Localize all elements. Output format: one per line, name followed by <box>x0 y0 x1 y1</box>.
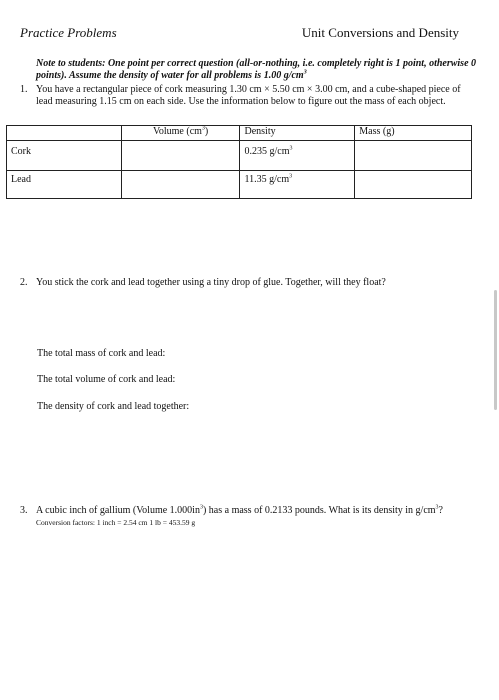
q3-sup-b: 3 <box>435 504 439 511</box>
header-volume-sup: 3 <box>201 125 205 132</box>
question-2 <box>20 277 470 291</box>
table-row <box>7 171 472 199</box>
question-3-number: 3. <box>20 505 28 516</box>
table-header-row <box>7 126 472 141</box>
note-text: Note to students: One point per correct question (all-or-nothing, i.e. completely right is 1 point, otherwise 0 points). Assume the density of water for all problems is 1.00 g/cm <box>36 58 477 81</box>
total-mass-prompt: The total mass of cork and lead: <box>37 348 166 359</box>
question-2-number: 2. <box>20 277 28 288</box>
table-row <box>7 141 472 171</box>
question-1-text: You have a rectangular piece of cork measuring 1.30 cm × 5.50 cm × 3.00 cm, and a cube-shaped piece of lead measuring 1.15 cm on each side. Use the information below to figure out the mass of each object. <box>36 84 461 107</box>
header-volume-close: ) <box>204 126 209 137</box>
note-sup: 3 <box>303 69 307 76</box>
cork-mass-cell[interactable] <box>355 141 472 171</box>
question-3 <box>20 505 470 531</box>
question-2-text: You stick the cork and lead together using a tiny drop of glue. Together, will they float? <box>36 277 386 288</box>
question-1 <box>20 84 470 124</box>
header-volume <box>121 126 240 141</box>
header-blank-cell <box>7 126 122 141</box>
combined-density-prompt: The density of cork and lead together: <box>37 401 190 412</box>
total-volume-prompt: The total volume of cork and lead: <box>37 374 176 385</box>
lead-volume-cell[interactable] <box>121 171 240 199</box>
scrollbar[interactable] <box>494 290 497 410</box>
q3-text-b: ) has a mass of 0.2133 pounds. What is its density in g/cm <box>202 505 436 516</box>
lead-density-cell <box>240 171 355 199</box>
row-name-lead: Lead <box>7 171 122 199</box>
header-right-title: Unit Conversions and Density <box>301 25 459 40</box>
lead-density: 11.35 g/cm <box>244 174 290 185</box>
row-name-cork: Cork <box>7 141 122 171</box>
cork-density: 0.235 g/cm <box>244 146 290 157</box>
cork-density-sup: 3 <box>289 145 293 152</box>
header-left-title: Practice Problems <box>20 25 117 40</box>
question-1-number: 1. <box>20 84 28 95</box>
header-volume-label: Volume (cm <box>152 126 202 137</box>
header-density: Density <box>240 126 355 141</box>
q3-text-c: ? <box>438 505 443 516</box>
lead-mass-cell[interactable] <box>355 171 472 199</box>
q3-text-a: A cubic inch of gallium (Volume 1.000in <box>36 505 200 516</box>
cork-volume-cell[interactable] <box>121 141 240 171</box>
lead-density-sup: 3 <box>289 173 293 180</box>
header-mass: Mass (g) <box>355 126 472 141</box>
mass-table <box>6 125 472 199</box>
q3-sup-a: 3 <box>199 504 203 511</box>
student-note <box>36 58 476 82</box>
conversion-factors: Conversion factors: 1 inch = 2.54 cm 1 lb = 453.59 g <box>36 517 196 527</box>
cork-density-cell <box>240 141 355 171</box>
question-3-text <box>36 505 466 528</box>
